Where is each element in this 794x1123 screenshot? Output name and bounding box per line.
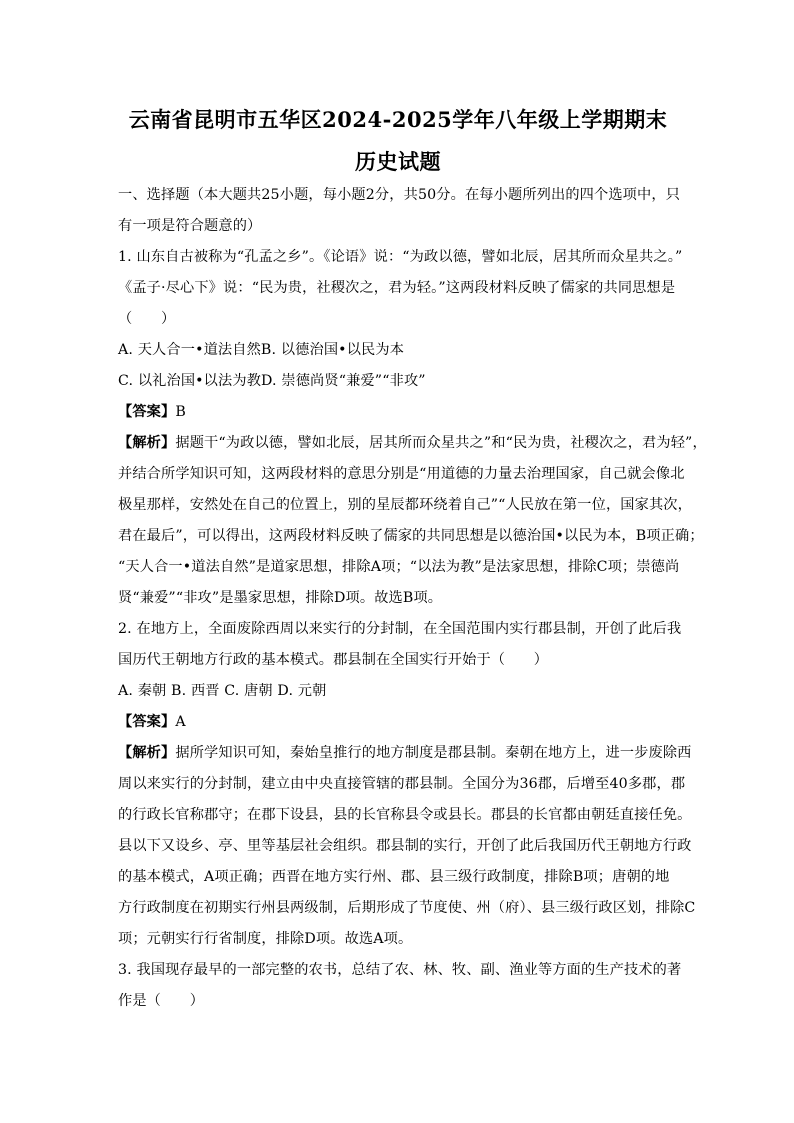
question-2-analysis: 方行政制度在初期实行州县两级制，后期形成了节度使、州（府）、县三级行政区划，排除C bbox=[118, 900, 696, 916]
question-2-analysis: 周以来实行的分封制，建立由中央直接管辖的郡县制。全国分为36郡，后增至40多郡，郡 bbox=[118, 776, 686, 792]
question-2-answer: 【答案】A bbox=[118, 714, 186, 730]
question-2-analysis: 县以下又设乡、亭、里等基层社会组织。郡县制的实行，开创了此后我国历代王朝地方行政 bbox=[118, 838, 692, 854]
section-marker: 【解析】 bbox=[118, 745, 176, 761]
question-1-analysis: 贤“兼爱”“非攻”是墨家思想，排除D项。故选B项。 bbox=[118, 590, 443, 606]
question-2-analysis: 的行政长官称郡守；在郡下设县，县的长官称县令或县长。郡县的长官都由朝廷直接任免。 bbox=[118, 807, 692, 823]
question-1-answer: 【答案】B bbox=[118, 404, 186, 420]
question-2-stem: 2. 在地方上，全面废除西周以来实行的分封制，在全国范围内实行郡县制，开创了此后我 bbox=[118, 621, 682, 637]
question-2-analysis: 的基本模式，A项正确；西晋在地方实行州、郡、县三级行政制度，排除B项；唐朝的地 bbox=[118, 869, 670, 885]
question-3-stem-cont: 作是（ ） bbox=[118, 993, 205, 1009]
question-1-options-ab: A. 天人合一•道法自然B. 以德治国•以民为本 bbox=[118, 342, 405, 358]
question-1-analysis: 并结合所学知识可知，这两段材料的意思分别是“用道德的力量去治理国家，自己就会像北 bbox=[118, 466, 685, 482]
question-1-stem: 1. 山东自古被称为“孔孟之乡”。《论语》说：“为政以德，譬如北辰，居其所而众星共之。” bbox=[118, 249, 683, 265]
question-2-stem-cont: 国历代王朝地方行政的基本模式。郡县制在全国实行开始于（ ） bbox=[118, 652, 549, 668]
section-marker: 【答案】 bbox=[118, 714, 176, 730]
question-1-analysis: 极星那样，安然处在自己的位置上，别的星辰都环绕着自己”“人民放在第一位，国家其次， bbox=[118, 497, 692, 513]
question-2-analysis: 项；元朝实行行省制度，排除D项。故选A项。 bbox=[118, 931, 413, 947]
question-1-stem-cont: 《孟子·尽心下》说：“民为贵，社稷次之，君为轻。”这两段材料反映了儒家的共同思想是 bbox=[118, 280, 676, 296]
question-1-analysis: 君在最后”，可以得出，这两段材料反映了儒家的共同思想是以德治国•以民为本，B项正确； bbox=[118, 528, 704, 544]
section-heading-cont: 有一项是符合题意的） bbox=[118, 218, 262, 234]
question-2-options: A. 秦朝 B. 西晋 C. 唐朝 D. 元朝 bbox=[118, 683, 327, 699]
section-marker: 【解析】 bbox=[118, 435, 176, 451]
question-2-analysis: 【解析】据所学知识可知，秦始皇推行的地方制度是郡县制。秦朝在地方上，进一步废除西 bbox=[118, 745, 692, 761]
question-1-analysis: “天人合一•道法自然”是道家思想，排除A项；“以法为教”是法家思想，排除C项；崇德尚 bbox=[118, 559, 680, 575]
question-3-stem: 3. 我国现存最早的一部完整的农书，总结了农、林、牧、副、渔业等方面的生产技术的著 bbox=[118, 962, 682, 978]
question-1-options-cd: C. 以礼治国•以法为教D. 崇德尚贤“兼爱”“非攻” bbox=[118, 373, 426, 389]
question-1-blank: （ ） bbox=[118, 311, 176, 327]
question-1-analysis: 【解析】据题干“为政以德，譬如北辰，居其所而众星共之”和“民为贵，社稷次之，君为轻”， bbox=[118, 435, 707, 451]
section-heading: 一、选择题（本大题共25小题，每小题2分，共50分。在每小题所列出的四个选项中，只 bbox=[118, 187, 681, 203]
document-title: 云南省昆明市五华区2024-2025学年八年级上学期期末 bbox=[128, 107, 668, 132]
section-marker: 【答案】 bbox=[118, 404, 176, 420]
document-subtitle: 历史试题 bbox=[355, 149, 441, 174]
